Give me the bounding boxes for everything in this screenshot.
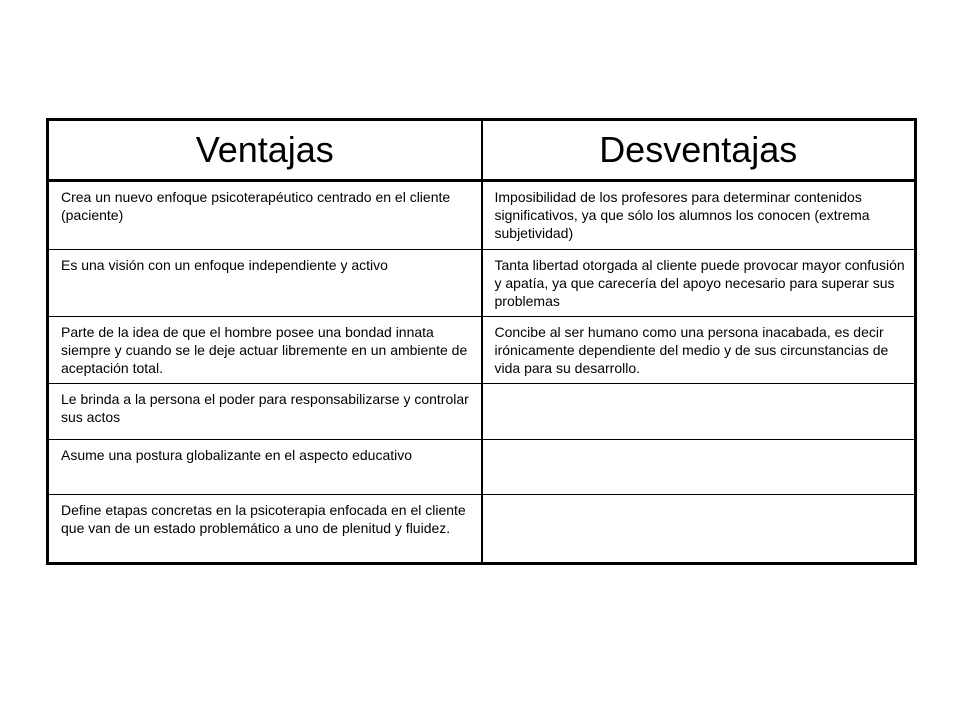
comparison-table [46, 118, 917, 565]
desventaja-cell: Tanta libertad otorgada al cliente puede provocar mayor confusión y apatía, ya que carecería del apoyo necesario para superar sus problemas [482, 250, 916, 317]
header-desventajas: Desventajas [482, 120, 916, 181]
table-row [48, 317, 916, 384]
desventaja-cell-empty [482, 384, 916, 440]
table-row [48, 495, 916, 564]
ventaja-cell: Crea un nuevo enfoque psicoterapéutico centrado en el cliente (paciente) [48, 181, 482, 250]
ventaja-cell: Parte de la idea de que el hombre posee una bondad innata siempre y cuando se le deje actuar libremente en un ambiente de aceptación total. [48, 317, 482, 384]
table-row [48, 440, 916, 495]
table-row [48, 250, 916, 317]
ventaja-cell: Define etapas concretas en la psicoterapia enfocada en el cliente que van de un estado problemático a uno de plenitud y fluidez. [48, 495, 482, 564]
ventaja-cell: Le brinda a la persona el poder para responsabilizarse y controlar sus actos [48, 384, 482, 440]
desventaja-cell: Concibe al ser humano como una persona inacabada, es decir irónicamente dependiente del medio y de sus circunstancias de vida para su desarrollo. [482, 317, 916, 384]
table-row [48, 384, 916, 440]
desventaja-cell-empty [482, 440, 916, 495]
header-ventajas: Ventajas [48, 120, 482, 181]
desventaja-cell: Imposibilidad de los profesores para determinar contenidos significativos, ya que sólo los alumnos los conocen (extrema subjetividad) [482, 181, 916, 250]
desventaja-cell-empty [482, 495, 916, 564]
ventaja-cell: Es una visión con un enfoque independiente y activo [48, 250, 482, 317]
ventaja-cell: Asume una postura globalizante en el aspecto educativo [48, 440, 482, 495]
header-row [48, 120, 916, 181]
table-row [48, 181, 916, 250]
